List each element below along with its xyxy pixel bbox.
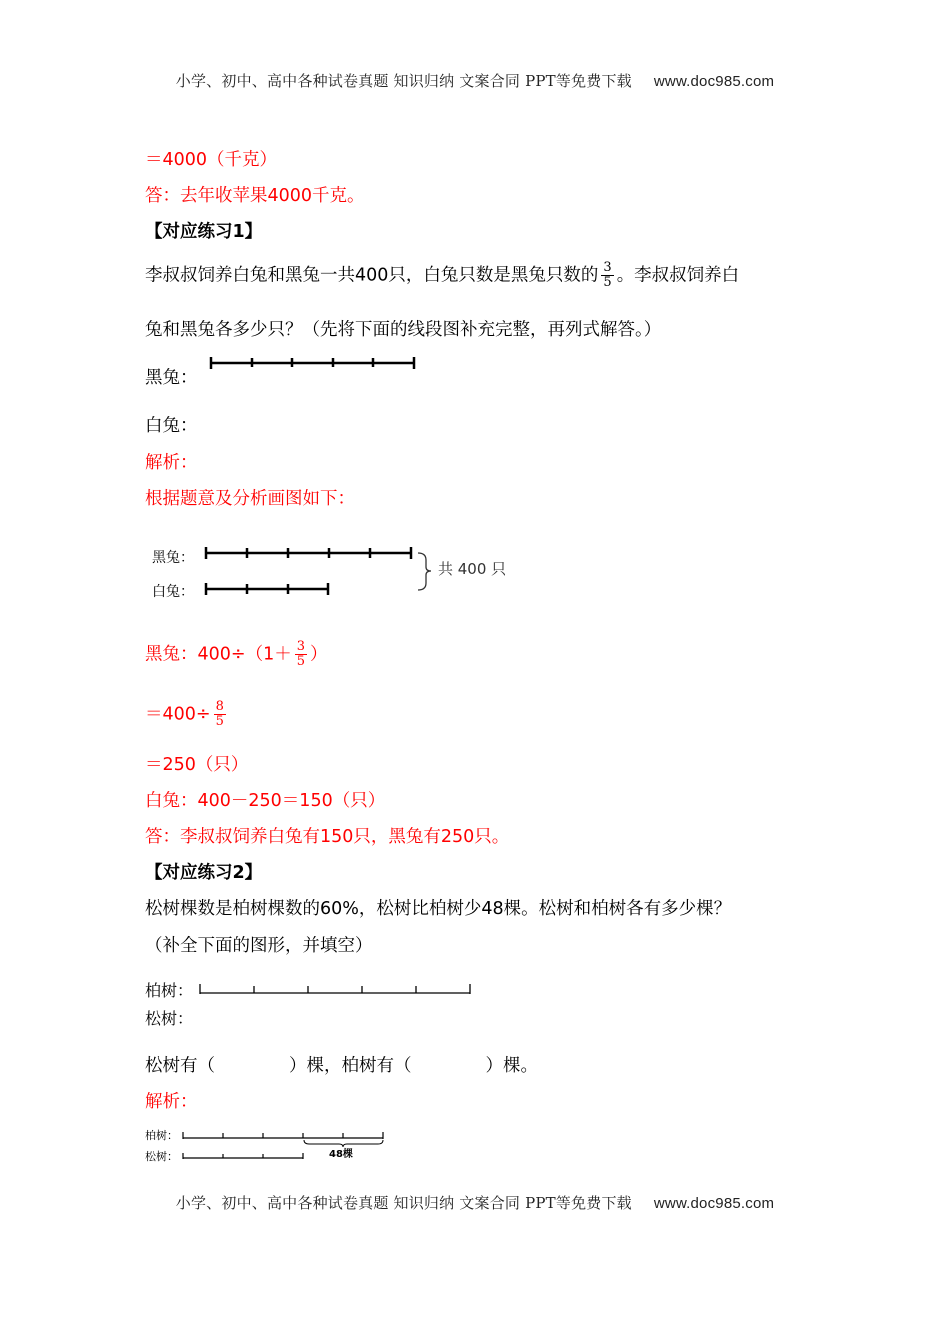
exercise-2-question-line1: 松树棵数是柏树棵数的60%，松树比柏树少48棵。松树和柏树各有多少棵？ bbox=[145, 899, 732, 919]
exercise-2-question-line2: （补全下面的图形，并填空） bbox=[145, 936, 373, 956]
tree-diagram bbox=[143, 1124, 393, 1166]
exercise-1-question-line1 bbox=[145, 261, 739, 290]
header-text: 小学、初中、高中各种试卷真题 知识归纳 文案合同 PPT等免费下载 bbox=[175, 72, 632, 90]
footer-site: www.doc985.com bbox=[653, 1195, 775, 1212]
analysis-intro: 根据题意及分析画图如下： bbox=[145, 489, 355, 509]
exercise-1-title: 【对应练习1】 bbox=[145, 222, 263, 242]
label-pine: 松树： bbox=[145, 1009, 194, 1028]
label-cypress: 柏树： bbox=[145, 981, 194, 1000]
fig-label-black: 黑兔： bbox=[152, 550, 194, 566]
fraction-3-5: $\frac{3}{5}$ bbox=[603, 260, 612, 290]
exercise-1-question-line2: 兔和黑兔各多少只？（先将下面的线段图补充完整，再列式解答。） bbox=[145, 320, 662, 340]
label-black-rabbit: 黑兔： bbox=[145, 368, 198, 388]
fill-in-sentence: 松树有（ ）棵，柏树有（ ）棵。 bbox=[145, 1056, 538, 1076]
page-header bbox=[0, 70, 950, 91]
label-white-rabbit: 白兔： bbox=[145, 416, 198, 436]
question-text-cont: 。李叔叔饲养白 bbox=[616, 265, 740, 286]
fraction-8-5: $\frac{8}{5}$ bbox=[215, 699, 224, 729]
fig-label-white: 白兔： bbox=[152, 584, 194, 600]
answer-line: 答：去年收苹果4000千克。 bbox=[145, 186, 365, 206]
fig-total: 共 400 只 bbox=[438, 560, 507, 578]
question-text: 李叔叔饲养白兔和黑兔一共400只，白兔只数是黑兔只数的 bbox=[145, 265, 599, 286]
rabbit-diagram bbox=[148, 540, 518, 600]
brace-icon bbox=[418, 553, 431, 590]
solution-step-4: 白兔：400－250＝150（只） bbox=[145, 791, 386, 811]
solution-step-3: ＝250（只） bbox=[145, 755, 249, 775]
exercise-2-title: 【对应练习2】 bbox=[145, 863, 263, 883]
analysis-label: 解析： bbox=[145, 453, 198, 473]
brace-icon bbox=[304, 1140, 383, 1147]
solution-step-1: 黑兔：400÷（1＋ $\frac{3}{5}$ ） bbox=[145, 639, 328, 669]
black-rabbit-segment bbox=[205, 355, 420, 371]
page-footer bbox=[0, 1192, 950, 1213]
analysis-label-2: 解析： bbox=[145, 1092, 198, 1112]
footer-text: 小学、初中、高中各种试卷真题 知识归纳 文案合同 PPT等免费下载 bbox=[175, 1194, 632, 1212]
fraction-3-5: $\frac{3}{5}$ bbox=[296, 639, 305, 669]
fig-diff: 48棵 bbox=[329, 1149, 353, 1160]
calc-line: ＝4000（千克） bbox=[145, 150, 278, 170]
solution-answer: 答：李叔叔饲养白兔有150只，黑兔有250只。 bbox=[145, 827, 510, 847]
cypress-segment bbox=[195, 980, 475, 998]
fig-label-pine: 松树： bbox=[145, 1150, 178, 1163]
fig-label-cypress: 柏树： bbox=[145, 1129, 178, 1142]
solution-step-2: ＝400÷ $\frac{8}{5}$ bbox=[145, 699, 224, 729]
header-site: www.doc985.com bbox=[653, 73, 775, 90]
